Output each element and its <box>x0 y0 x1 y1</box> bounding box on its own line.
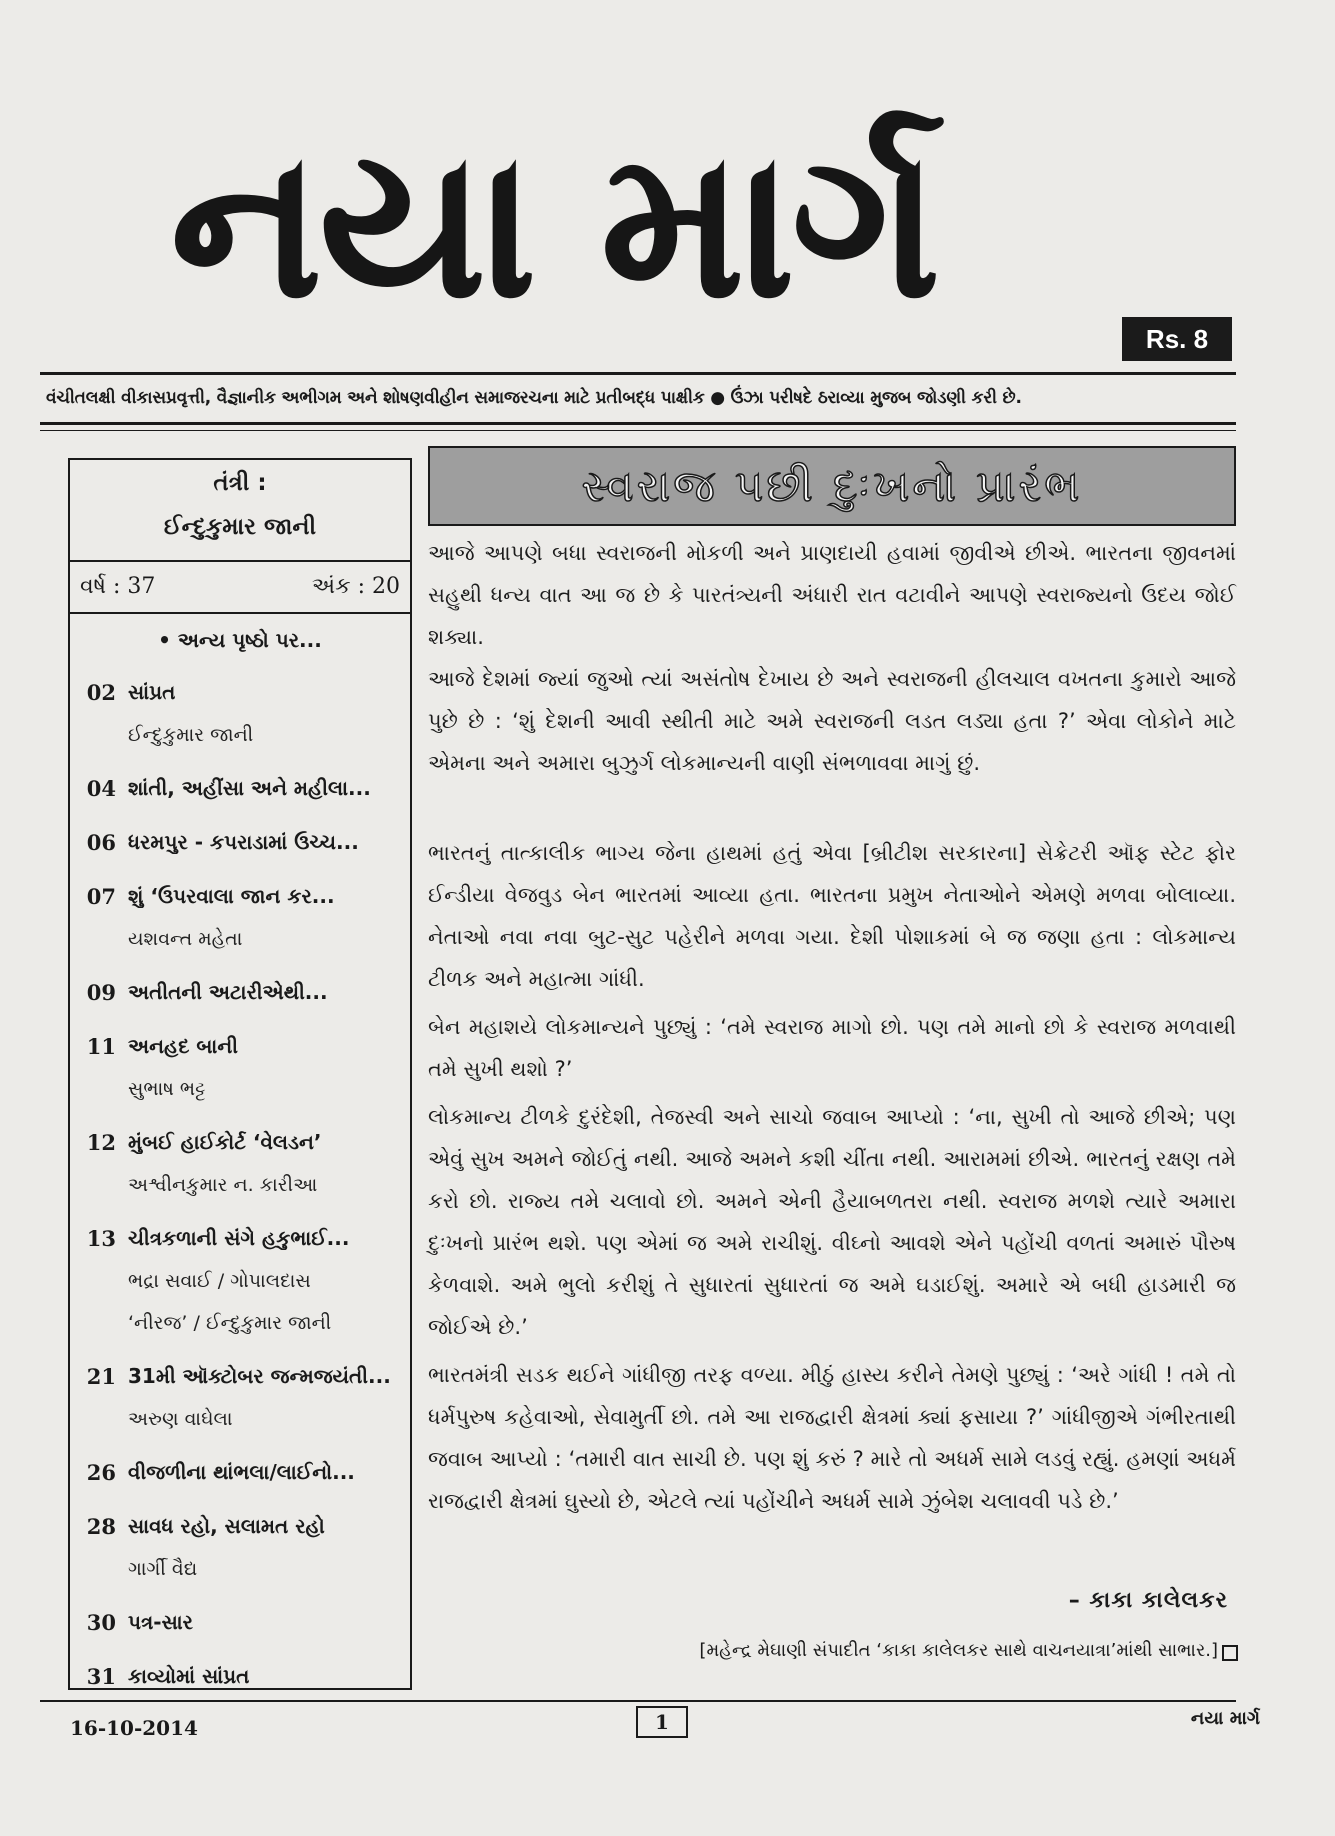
toc-page-number: 26 <box>86 1460 116 1485</box>
toc-title: વીજળીના થાંભલા/લાઈનો... <box>128 1460 355 1484</box>
toc-title: અતીતની અટારીએથી... <box>128 980 328 1004</box>
end-mark-icon <box>1222 1645 1238 1661</box>
article-paragraph: આજે આપણે બધા સ્વરાજની મોકળી અને પ્રાણદાયી હવામાં જીવીએ છીએ. ભારતના જીવનમાં સહુથી ધન્ય વાત આ જ છે કે પારતંત્ર્યની અંધારી રાત વટાવીને આપણે સ્વરાજ્યનો ઉદય જોઈ શક્યા. <box>428 541 1236 649</box>
article-paragraph: ભારતમંત્રી સડક થઈને ગાંધીજી તરફ વળ્યા. મીઠું હાસ્ય કરીને તેમણે પુછ્યું : ‘અરે ગાંધી ! તમે તો ધર્મપુરુષ કહેવાઓ, સેવામુર્તી છો. તમે આ રાજદ્વારી ક્ષેત્રમાં ક્યાં ફસાયા ?’ ગાંધીજીએ ગંભીરતાથી જવાબ આપ્યો : ‘તમારી વાત સાચી છે. પણ શું કરું ? મારે તો અધર્મ સામે લડવું રહ્યું. હમણાં અધર્મ રાજદ્વારી ક્ષેત્રમાં ઘુસ્યો છે, એટલે ત્યાં પહોંચીને અધર્મ સામે ઝુંબેશ ચલાવવી પડે છે.’ <box>428 1363 1236 1513</box>
article-paragraph: બેન મહાશયે લોકમાન્યને પુછ્યું : ‘તમે સ્વરાજ માગો છો. પણ તમે માનો છો કે સ્વરાજ મળવાથી તમે સુખી થશો ?’ <box>428 1015 1236 1081</box>
toc-page-number: 09 <box>86 980 116 1005</box>
issue-meta <box>70 560 410 614</box>
tagline-rule <box>40 422 1236 425</box>
toc-author: ભદ્રા સવાઈ / ગોપાલદાસ <box>128 1270 311 1292</box>
tagline: વંચીતલક્ષી વીકાસપ્રવૃત્તી, વૈજ્ઞાનીક અભીગમ અને શોષણવીહીન સમાજરચના માટે પ્રતીબદ્ધ પાક્ષીક ● ઉંઝા પરીષદે ઠરાવ્યા મુજબ જોડણી કરી છે. <box>46 388 1022 408</box>
editor-label: તંત્રી : <box>213 470 267 496</box>
toc-page-number: 06 <box>86 830 116 855</box>
contents-sidebar <box>68 458 412 1690</box>
toc-title: ધરમપુર - કપરાડામાં ઉચ્ચ... <box>128 830 359 854</box>
toc-author: ‘નીરજ’ / ઈન્દુકુમાર જાની <box>128 1312 332 1334</box>
toc-page-number: 31 <box>86 1664 116 1689</box>
article-title-box <box>428 446 1236 526</box>
editor-name: ઈન્દુકુમાર જાની <box>163 514 317 540</box>
footer-publication-name: નયા માર્ગ <box>1190 1708 1260 1729</box>
toc-page-number: 04 <box>86 776 116 801</box>
toc-title: સાવધ રહો, સલામત રહો <box>128 1514 325 1538</box>
article-source: [મહેન્દ્ર મેઘાણી સંપાદીત ‘કાકા કાલેલકર સાથે વાચનયાત્રા’માંથી સાભાર.] <box>699 1640 1218 1661</box>
toc-title: સાંપ્રત <box>128 680 176 704</box>
article-paragraph: લોકમાન્ય ટીળકે દુરંદેશી, તેજસ્વી અને સાચો જવાબ આપ્યો : ‘ના, સુખી તો આજે છીએ; પણ એવું સુખ અમને જોઈતું નથી. આજે અમને કશી ચીંતા નથી. આરામમાં છીએ. ભારતનું રક્ષણ તમે કરો છો. રાજ્ય તમે ચલાવો છો. અમને એની હૈયાબળતરા નથી. સ્વરાજ મળશે ત્યારે અમારા દુઃખનો પ્રારંભ થશે. પણ એમાં જ અમે રાચીશું. વીઘ્નો આવશે એને પહોંચી વળતાં અમારું પૌરુષ કેળવાશે. અમે ભુલો કરીશું તે સુધારતાં સુધારતાં જ અમે ઘડાઈશું. અમારે એ બધી હાડમારી જ જોઈએ છે.’ <box>428 1105 1236 1339</box>
toc-title: શાંતી, અહીંસા અને મહીલા... <box>128 776 371 800</box>
article-title: સ્વરાજ પછી દુઃખનો પ્રારંભ <box>581 460 1083 512</box>
tagline-rule-thin <box>40 430 1236 431</box>
toc-title: 31મી ઑક્ટોબર જન્મજયંતી... <box>128 1364 391 1388</box>
toc-page-number: 12 <box>86 1130 116 1155</box>
footer-rule <box>40 1700 1236 1702</box>
top-rule <box>40 372 1236 375</box>
page-number: 1 <box>636 1706 688 1738</box>
toc-title: પત્ર-સાર <box>128 1610 194 1634</box>
toc-page-number: 28 <box>86 1514 116 1539</box>
other-pages-heading: • અન્ય પૃષ્ઠો પર... <box>158 628 322 652</box>
toc-page-number: 21 <box>86 1364 116 1389</box>
masthead-title: નયા માર્ગ <box>170 106 937 344</box>
toc-title: મુંબઈ હાઈકોર્ટ ‘વેલડન’ <box>128 1130 322 1154</box>
toc-author: યશવન્ત મહેતા <box>128 928 243 950</box>
article-author: – કાકા કાલેલકર <box>1068 1588 1228 1613</box>
toc-author: સુભાષ ભટ્ટ <box>128 1078 206 1100</box>
toc-page-number: 13 <box>86 1226 116 1251</box>
toc-page-number: 02 <box>86 680 116 705</box>
article-paragraph: આજે દેશમાં જ્યાં જુઓ ત્યાં અસંતોષ દેખાય છે અને સ્વરાજની હીલચાલ વખતના કુમારો આજે પુછે છે : ‘શું દેશની આવી સ્થીતી માટે અમે સ્વરાજની લડત લડ્યા હતા ?’ એવા લોકોને માટે એમના અને અમારા બુઝુર્ગ લોકમાન્યની વાણી સંભળાવવા માગું છું. <box>428 667 1236 775</box>
issue-date: 16-10-2014 <box>70 1716 198 1740</box>
toc-page-number: 30 <box>86 1610 116 1635</box>
toc-author: અશ્વીનકુમાર ન. કારીઆ <box>128 1174 318 1196</box>
toc-page-number: 11 <box>86 1034 116 1059</box>
toc-title: ચીત્રકળાની સંગે હકુભાઈ... <box>128 1226 350 1250</box>
price-badge: Rs. 8 <box>1122 317 1232 361</box>
article-paragraph: ભારતનું તાત્કાલીક ભાગ્ય જેના હાથમાં હતું એવા [બ્રીટીશ સરકારના] સેક્રેટરી ઑફ સ્ટેટ ફોર ઈન્ડીયા વેજવુડ બેન ભારતમાં આવ્યા હતા. ભારતના પ્રમુખ નેતાઓને એમણે મળવા બોલાવ્યા. નેતાઓ નવા નવા બુટ-સુટ પહેરીને મળવા ગયા. દેશી પોશાકમાં બે જ જણા હતા : લોકમાન્ય ટીળક અને મહાત્મા ગાંધી. <box>428 841 1236 991</box>
toc-author: ગાર્ગી વૈદ્ય <box>128 1558 198 1580</box>
toc-title: અનહદ બાની <box>128 1034 238 1058</box>
toc-title: શું ‘ઉપરવાલા જાન કર... <box>128 884 335 908</box>
issue-number: અંક : 20 <box>311 574 400 599</box>
toc-author: અરુણ વાઘેલા <box>128 1408 233 1430</box>
toc-title: કાવ્યોમાં સાંપ્રત <box>128 1664 250 1688</box>
volume-year: વર્ષ : 37 <box>80 574 156 599</box>
toc-page-number: 07 <box>86 884 116 909</box>
toc-author: ઈન્દુકુમાર જાની <box>128 724 254 746</box>
